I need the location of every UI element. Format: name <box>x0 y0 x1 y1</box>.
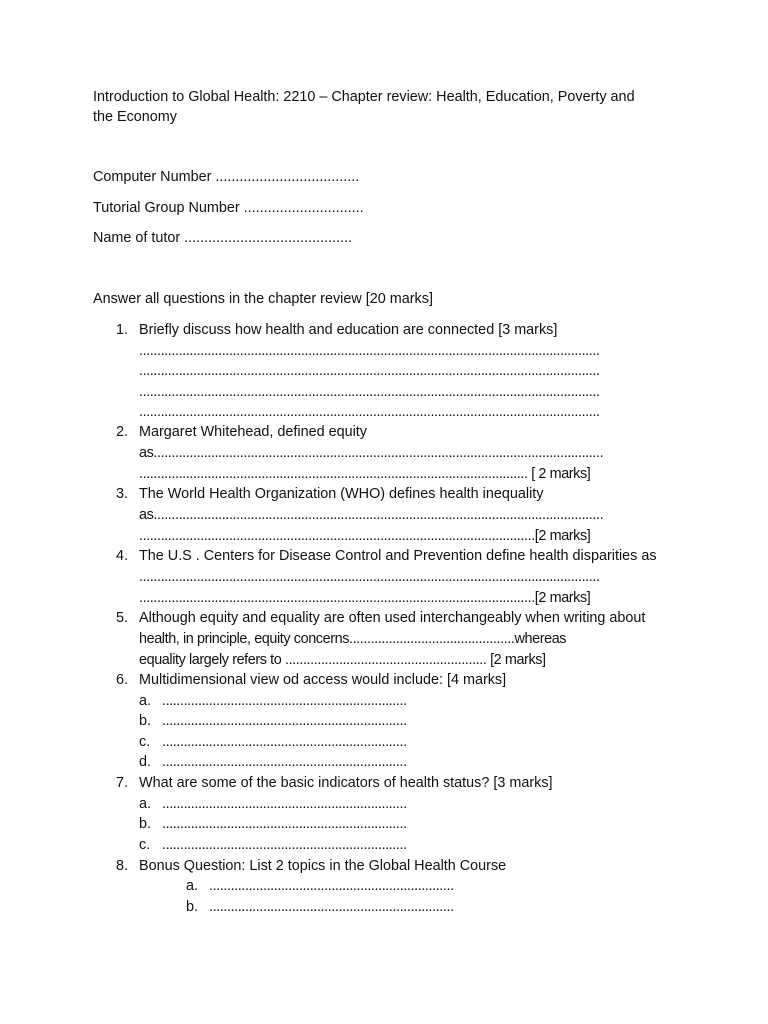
question-4-text: The U.S . Centers for Disease Control and Prevention define health disparities as <box>139 548 657 564</box>
question-8-item-a-blank: .................................................................... <box>209 878 454 894</box>
question-3-answer-line-1: as............................................................................................................................. <box>139 507 604 523</box>
question-7-item-b-blank: .................................................................... <box>162 816 407 832</box>
question-1-text: Briefly discuss how health and education are connected [3 marks] <box>139 322 558 338</box>
question-5-line-1: Although equity and equality are often used interchangeably when writing about <box>139 610 646 626</box>
question-5-number: 5. <box>116 610 129 626</box>
question-6-item-b-letter: b. <box>139 713 152 729</box>
document-title-line-2: the Economy <box>93 109 177 125</box>
question-8-number: 8. <box>116 858 129 874</box>
question-6-item-d-letter: d. <box>139 754 152 770</box>
question-7-item-c-blank: .................................................................... <box>162 837 407 853</box>
question-5-line-3: equality largely refers to ........................................................ [2 marks] <box>139 652 546 668</box>
question-2-text: Margaret Whitehead, defined equity <box>139 424 367 440</box>
question-6-item-a-letter: a. <box>139 693 152 709</box>
question-6-item-b-blank: .................................................................... <box>162 713 407 729</box>
question-2-number: 2. <box>116 424 129 440</box>
question-7-text: What are some of the basic indicators of health status? [3 marks] <box>139 775 553 791</box>
question-7-number: 7. <box>116 775 129 791</box>
question-8-item-b-letter: b. <box>186 899 199 915</box>
question-2-answer-line-2: ............................................................................................................ [ 2 marks] <box>139 466 591 482</box>
question-7-item-a-blank: .................................................................... <box>162 796 407 812</box>
question-6-text: Multidimensional view od access would include: [4 marks] <box>139 672 507 688</box>
tutorial-group-field: Tutorial Group Number .............................. <box>93 200 364 216</box>
question-1-answer-line-2: ................................................................................................................................ <box>139 363 600 379</box>
question-1-number: 1. <box>116 322 129 338</box>
question-7-item-b-letter: b. <box>139 816 152 832</box>
question-6-item-d-blank: .................................................................... <box>162 754 407 770</box>
question-7-item-a-letter: a. <box>139 796 152 812</box>
question-8-text: Bonus Question: List 2 topics in the Global Health Course <box>139 858 507 874</box>
question-4-number: 4. <box>116 548 129 564</box>
question-1-answer-line-3: ................................................................................................................................ <box>139 384 600 400</box>
document-title-line-1: Introduction to Global Health: 2210 – Chapter review: Health, Education, Poverty and <box>93 89 635 105</box>
question-8-item-b-blank: .................................................................... <box>209 899 454 915</box>
question-5-line-2: health, in principle, equity concerns..............................................whereas <box>139 631 567 647</box>
question-3-number: 3. <box>116 486 129 502</box>
question-6-number: 6. <box>116 672 129 688</box>
question-7-item-c-letter: c. <box>139 837 151 853</box>
question-4-answer-line-2: ..............................................................................................................[2 marks] <box>139 590 591 606</box>
question-6-item-c-blank: .................................................................... <box>162 734 407 750</box>
question-1-answer-line-1: ................................................................................................................................ <box>139 343 600 359</box>
question-8-item-a-letter: a. <box>186 878 199 894</box>
tutor-name-field: Name of tutor .......................................... <box>93 230 353 246</box>
instructions: Answer all questions in the chapter review [20 marks] <box>93 291 433 307</box>
question-3-text: The World Health Organization (WHO) defines health inequality <box>139 486 544 502</box>
question-1-answer-line-4: ................................................................................................................................ <box>139 404 600 420</box>
question-6-item-a-blank: .................................................................... <box>162 693 407 709</box>
question-4-answer-line-1: ................................................................................................................................ <box>139 569 600 585</box>
question-6-item-c-letter: c. <box>139 734 151 750</box>
computer-number-field: Computer Number .................................... <box>93 169 360 185</box>
question-3-answer-line-2: ..............................................................................................................[2 marks] <box>139 528 591 544</box>
question-2-answer-line-1: as............................................................................................................................. <box>139 445 604 461</box>
